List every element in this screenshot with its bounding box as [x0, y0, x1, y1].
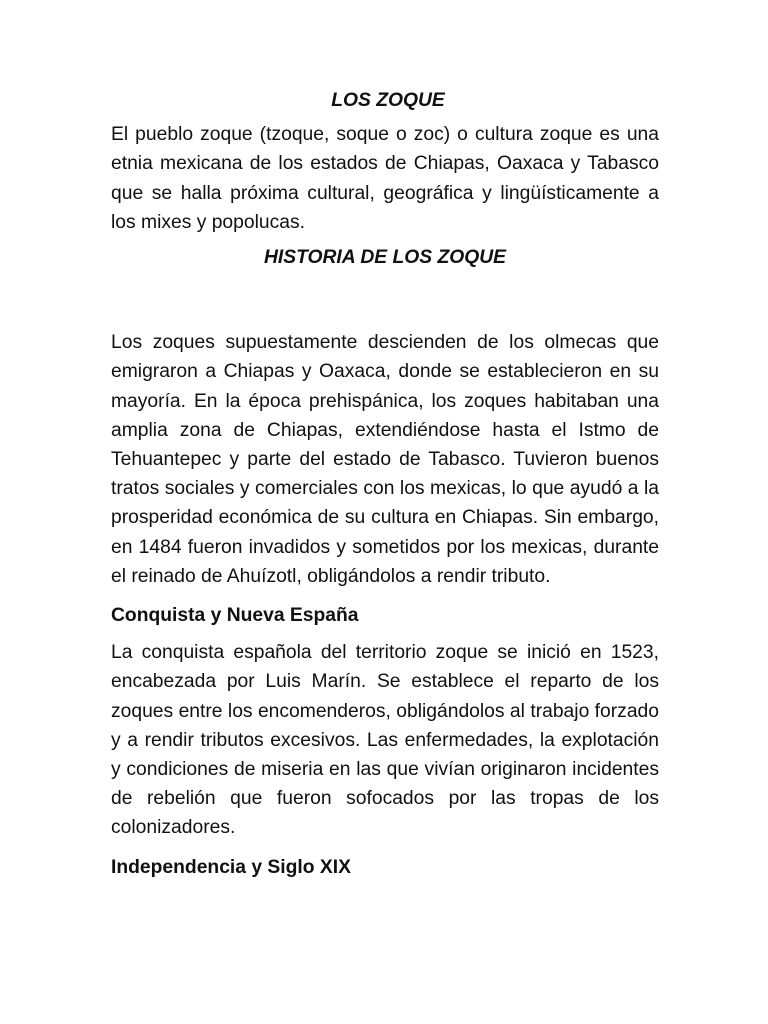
document-title: LOS ZOQUE	[331, 90, 445, 111]
conquest-paragraph: La conquista española del territorio zoque se inició en 1523, encabezada por Luis Marín. Se establece el reparto de los zoques entre los encomenderos, obligándolos al trabajo forzado y a rendir tributos excesivos. Las enfermedades, la explotación y condiciones de miseria en las que vivían originaron incidentes de rebelión que fueron sofocados por las tropas de los colonizadores.	[111, 642, 659, 839]
history-title: HISTORIA DE LOS ZOQUE	[263, 247, 507, 269]
document-content	[111, 86, 659, 890]
conquest-heading: Conquista y Nueva España	[111, 605, 359, 627]
history-paragraph: Los zoques supuestamente descienden de los olmecas que emigraron a Chiapas y Oaxaca, donde se establecieron en su mayoría. En la época prehispánica, los zoques habitaban una amplia zona de Chiapas, extendiéndose hasta el Istmo de Tehuantepec y parte del estado de Tabasco. Tuvieron buenos tratos sociales y comerciales con los mexicas, lo que ayudó a la prosperidad económica de su cultura en Chiapas. Sin embargo, en 1484 fueron invadidos y sometidos por los mexicas, durante el reinado de Ahuízotl, obligándolos a rendir tributo.	[111, 332, 659, 587]
intro-paragraph: El pueblo zoque (tzoque, soque o zoc) o cultura zoque es una etnia mexicana de los estados de Chiapas, Oaxaca y Tabasco que se halla próxima cultural, geográfica y lingüísticamente a los mixes y popolucas.	[111, 124, 659, 233]
independence-heading: Independencia y Siglo XIX	[111, 856, 351, 878]
blank-line	[111, 272, 659, 328]
